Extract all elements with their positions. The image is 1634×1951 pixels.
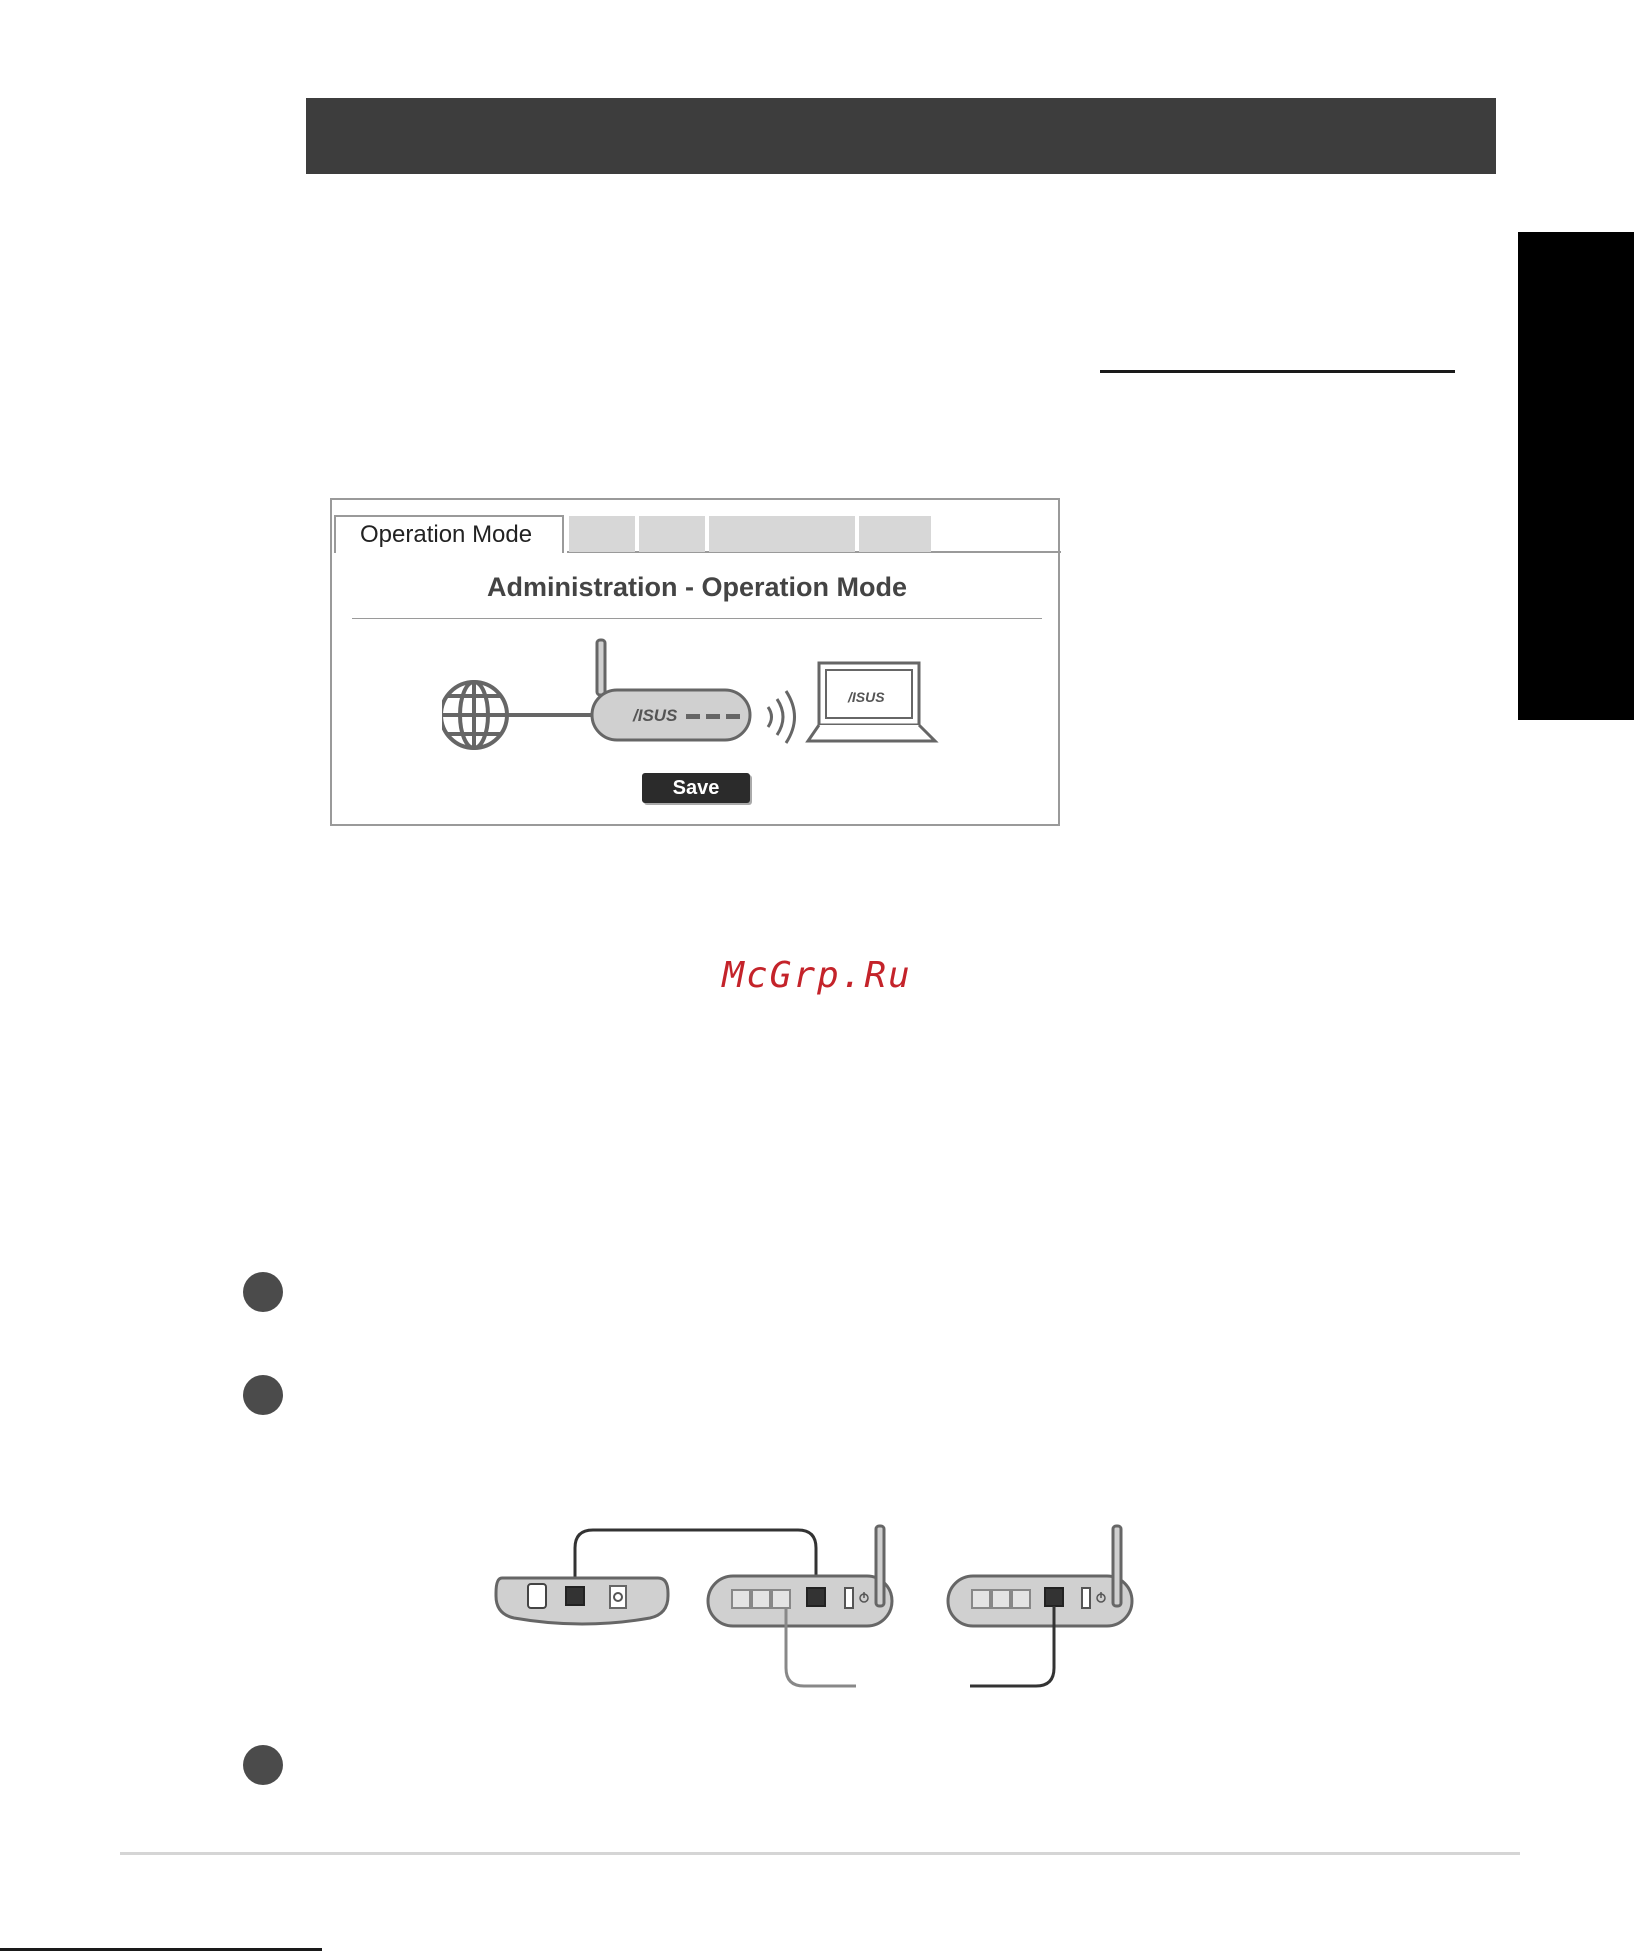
tab-operation-mode[interactable]: Operation Mode <box>334 515 564 553</box>
panel-heading: Administration - Operation Mode <box>486 572 907 602</box>
modem-icon <box>496 1578 668 1624</box>
step-2-marker <box>243 1375 283 1415</box>
panel-divider <box>352 618 1042 619</box>
router-icon <box>592 640 750 740</box>
router-node-icon <box>948 1526 1132 1626</box>
link-underline <box>1100 370 1455 373</box>
tab-4[interactable] <box>709 516 855 552</box>
save-button[interactable]: Save <box>642 773 750 803</box>
laptop-icon <box>808 663 935 741</box>
tab-2[interactable] <box>569 516 635 552</box>
laptop-brand-label: /ISUS <box>848 689 885 705</box>
language-side-tab <box>1518 232 1634 720</box>
wifi-signal-icon <box>768 691 795 743</box>
network-diagram <box>442 630 942 770</box>
globe-icon <box>442 682 507 748</box>
cabling-diagram <box>490 1518 1140 1718</box>
footer-rule <box>120 1852 1520 1855</box>
section-title-bar <box>306 98 1496 174</box>
operation-mode-panel <box>330 498 1060 826</box>
step-1-marker <box>243 1272 283 1312</box>
tab-5[interactable] <box>859 516 931 552</box>
watermark: McGrp.Ru <box>722 955 912 996</box>
router-main-icon <box>708 1526 892 1626</box>
tab-3[interactable] <box>639 516 705 552</box>
router-brand-label: /ISUS <box>633 706 678 725</box>
step-3-marker <box>243 1745 283 1785</box>
